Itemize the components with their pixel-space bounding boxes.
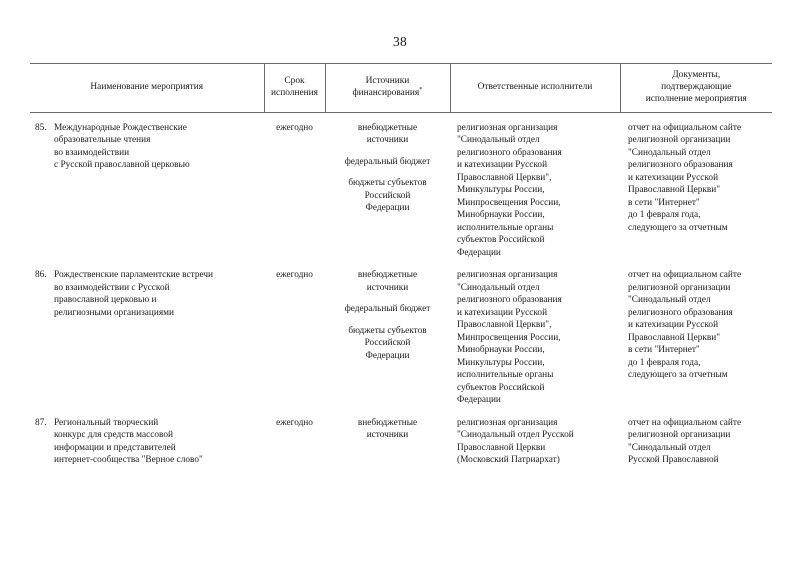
text-line: ежегодно — [276, 270, 313, 281]
funding-source-item — [325, 417, 450, 442]
table-body — [30, 112, 772, 467]
cell-deadline — [264, 269, 325, 407]
column-header-deadline — [264, 64, 325, 113]
text-line: с Русской православной церковью — [54, 160, 190, 171]
funding-source-item — [325, 156, 450, 169]
text-line: Минпросвещения России, — [457, 332, 561, 343]
cell-funding-sources — [325, 269, 450, 407]
activity-name-wrap — [30, 417, 264, 467]
text-line: религиозной организации — [628, 430, 731, 441]
text-line: исполнительные органы — [457, 370, 554, 381]
activity-name-text — [54, 122, 264, 172]
text-line: Православной Церкви" — [628, 185, 721, 196]
cell-funding-sources — [325, 112, 450, 259]
text-line: бюджеты субъектов — [348, 325, 427, 336]
text-line: религиозного образования — [457, 147, 562, 158]
cell-deadline — [264, 417, 325, 467]
text-line: ежегодно — [276, 417, 313, 428]
text-line: Российской — [364, 338, 411, 349]
funding-source-item — [325, 177, 450, 215]
text-line: Православной Церкви — [457, 442, 546, 453]
text-line: религиозной организации — [628, 135, 731, 146]
text-line: Минпросвещения России, — [457, 197, 561, 208]
text-line: "Синодальный отдел — [628, 442, 711, 453]
source-gap — [325, 294, 450, 303]
text-line: религиозная организация — [457, 417, 558, 428]
text-line: следующего за отчетным — [628, 222, 728, 233]
table-row[interactable] — [30, 269, 772, 407]
text-line: Православной Церкви", — [457, 172, 552, 183]
text-line: отчет на официальном сайте — [628, 417, 742, 428]
text-line: и катехизации Русской — [628, 172, 719, 183]
text-line: в сети "Интернет" — [628, 197, 700, 208]
text-line: "Синодальный отдел Русской — [457, 430, 574, 441]
text-line: бюджеты субъектов — [348, 178, 427, 189]
text-line: Русской Православной — [628, 455, 719, 466]
text-line: православной церковью и — [54, 295, 157, 306]
text-line: исполнительные органы — [457, 222, 554, 233]
cell-funding-sources — [325, 417, 450, 467]
row-spacer — [30, 407, 772, 417]
text-line: до 1 февраля года, — [628, 210, 701, 221]
text-line: и катехизации Русской — [628, 320, 719, 331]
text-line: Срок — [284, 76, 305, 87]
source-gap — [325, 316, 450, 325]
text-line: Федерации — [365, 350, 410, 361]
spacer-cell — [264, 259, 325, 269]
cell-responsible-executors — [450, 269, 620, 407]
text-line: в сети "Интернет" — [628, 345, 700, 356]
text-line: источники — [366, 135, 409, 146]
text-line: внебюджетные — [357, 270, 418, 281]
text-line: Российской — [364, 190, 411, 201]
cell-activity-name — [30, 417, 264, 467]
text-line: Наименование мероприятия — [90, 82, 204, 93]
row-number: 87. — [35, 417, 47, 428]
activity-name-wrap — [30, 269, 264, 319]
text-line: Православной Церкви" — [628, 332, 721, 343]
text-line: интернет-сообщества "Верное слово" — [54, 455, 203, 466]
text-line: источники — [366, 430, 409, 441]
activity-name-text — [54, 269, 264, 319]
deadline-text — [264, 269, 325, 282]
text-line: Минобрнауки России, — [457, 345, 545, 356]
text-line: "Синодальный отдел — [457, 135, 540, 146]
text-line: субъектов Российской — [457, 382, 545, 393]
text-line: финансирования* — [352, 86, 423, 99]
documents-text — [628, 269, 769, 382]
text-line: Международные Рождественские — [54, 122, 187, 133]
documents-text — [628, 417, 769, 467]
text-line: следующего за отчетным — [628, 370, 728, 381]
text-line: "Синодальный отдел — [457, 282, 540, 293]
table-header — [30, 64, 772, 113]
executors-text — [457, 122, 616, 260]
deadline-text — [264, 122, 325, 135]
spacer-cell — [264, 407, 325, 417]
text-line: исполнение мероприятия — [645, 94, 747, 105]
text-line: источники — [366, 282, 409, 293]
text-line: исполнения — [271, 88, 318, 99]
text-line: конкурс для средств массовой — [54, 430, 173, 441]
cell-documents — [620, 269, 772, 407]
text-line: и катехизации Русской — [457, 307, 548, 318]
table-header-row — [30, 64, 772, 113]
page-number: 38 — [393, 34, 407, 49]
spacer-cell — [620, 407, 772, 417]
documents-text — [628, 122, 769, 235]
text-line: внебюджетные — [357, 417, 418, 428]
text-line: религиозная организация — [457, 270, 558, 281]
text-line: во взаимодействии с Русской — [54, 282, 170, 293]
text-line: до 1 февраля года, — [628, 357, 701, 368]
table-row[interactable] — [30, 417, 772, 467]
spacer-cell — [30, 259, 264, 269]
row-spacer — [30, 259, 772, 269]
spacer-cell — [325, 407, 450, 417]
text-line: федеральный бюджет — [344, 156, 431, 167]
row-number: 85. — [35, 122, 47, 133]
cell-activity-name — [30, 112, 264, 259]
funding-source-item — [325, 122, 450, 147]
funding-source-item — [325, 269, 450, 294]
text-line: внебюджетные — [357, 122, 418, 133]
text-line: информации и представителей — [54, 442, 176, 453]
funding-source-item — [325, 303, 450, 316]
cell-documents — [620, 417, 772, 467]
table-row[interactable] — [30, 112, 772, 259]
text-line: религиозного образования — [628, 307, 733, 318]
funding-source-item — [325, 325, 450, 363]
executors-text — [457, 269, 616, 407]
text-line: "Синодальный отдел — [628, 147, 711, 158]
text-line: Рождественские парламентские встречи — [54, 270, 214, 281]
text-line: религиозного образования — [457, 295, 562, 306]
activity-name-text — [54, 417, 264, 467]
text-line: федеральный бюджет — [344, 304, 431, 315]
text-line: Минкультуры России, — [457, 357, 545, 368]
text-line: Минобрнауки России, — [457, 210, 545, 221]
deadline-text — [264, 417, 325, 430]
text-line: Православной Церкви", — [457, 320, 552, 331]
text-line: отчет на официальном сайте — [628, 122, 742, 133]
text-line: Документы, — [672, 70, 721, 80]
spacer-cell — [620, 259, 772, 269]
text-line: религиозными организациями — [54, 307, 174, 318]
text-line: во взаимодействии — [54, 147, 130, 158]
cell-documents — [620, 112, 772, 259]
activities-table — [30, 63, 772, 467]
cell-activity-name — [30, 269, 264, 407]
row-number: 86. — [35, 270, 47, 281]
text-line: (Московский Патриархат) — [457, 455, 560, 466]
column-header-funding-sources — [325, 64, 450, 113]
text-line: Региональный творческий — [54, 417, 159, 428]
text-line: подтверждающие — [661, 82, 732, 93]
spacer-cell — [30, 407, 264, 417]
text-line: религиозной организации — [628, 282, 731, 293]
footnote-marker: * — [419, 86, 423, 94]
cell-responsible-executors — [450, 417, 620, 467]
source-gap — [325, 168, 450, 177]
text-line: отчет на официальном сайте — [628, 270, 742, 281]
column-header-name — [30, 64, 264, 113]
text-line: Федерации — [365, 203, 410, 214]
text-line: Источники — [365, 76, 410, 87]
text-line: образовательные чтения — [54, 135, 151, 146]
text-line: "Синодальный отдел — [628, 295, 711, 306]
text-line: Ответственные исполнители — [477, 82, 593, 93]
spacer-cell — [450, 407, 620, 417]
column-header-responsible-executors — [450, 64, 620, 113]
text-line: религиозная организация — [457, 122, 558, 133]
text-line: Минкультуры России, — [457, 185, 545, 196]
activity-name-wrap — [30, 122, 264, 172]
cell-responsible-executors — [450, 112, 620, 259]
cell-deadline — [264, 112, 325, 259]
column-header-documents — [620, 64, 772, 113]
text-line: ежегодно — [276, 122, 313, 133]
text-line: Федерации — [457, 395, 501, 406]
executors-text — [457, 417, 616, 467]
text-line: религиозного образования — [628, 160, 733, 171]
spacer-cell — [325, 259, 450, 269]
text-line: и катехизации Русской — [457, 160, 548, 171]
text-line: Федерации — [457, 247, 501, 258]
text-line: субъектов Российской — [457, 235, 545, 246]
spacer-cell — [450, 259, 620, 269]
source-gap — [325, 147, 450, 156]
